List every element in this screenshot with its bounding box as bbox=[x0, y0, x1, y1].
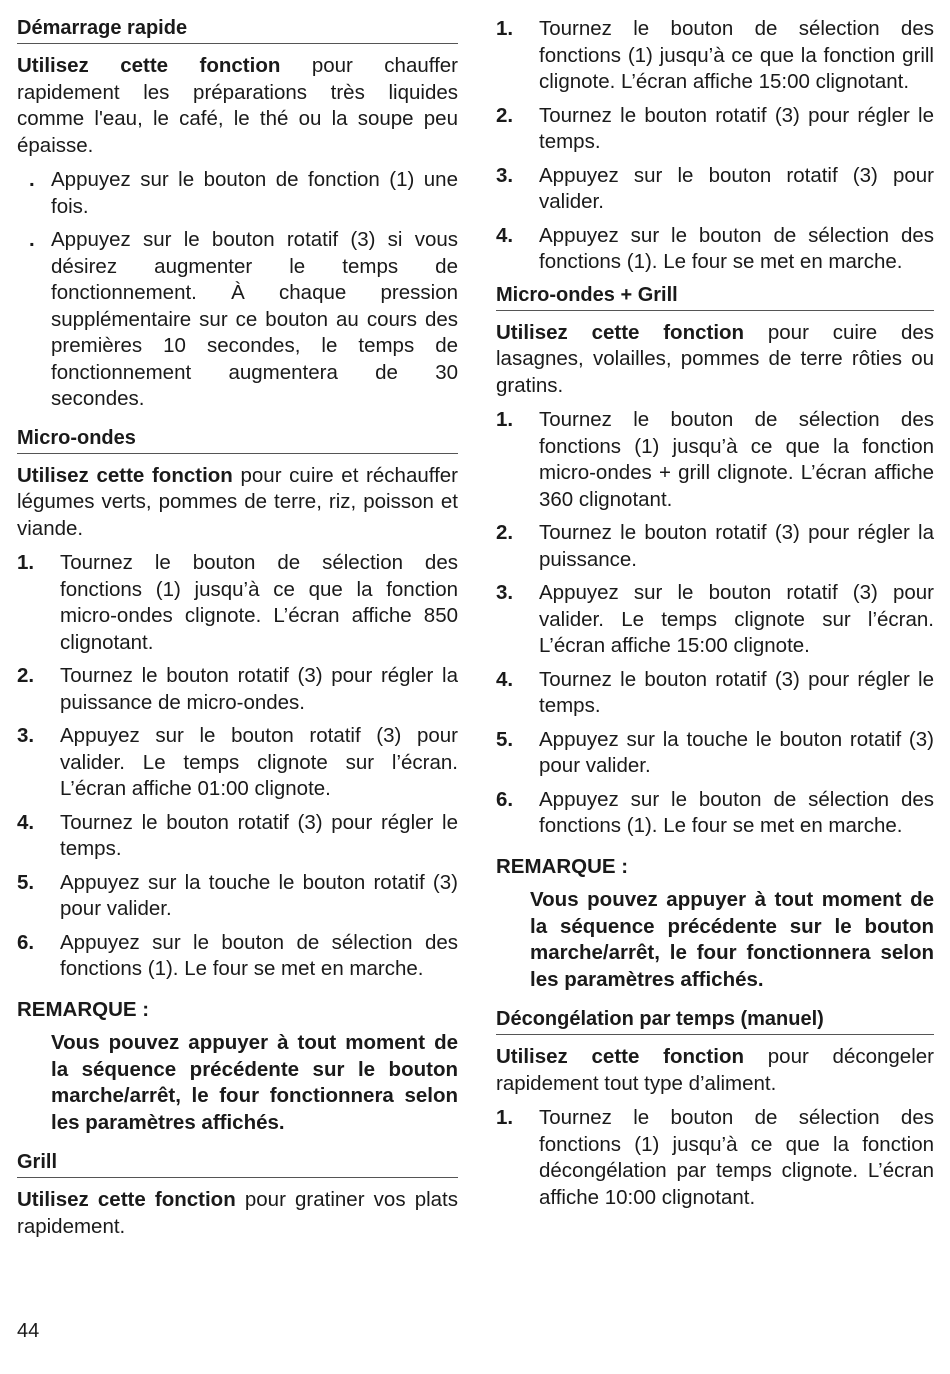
step-item bbox=[496, 667, 934, 720]
step-item bbox=[496, 520, 934, 573]
intro-bold: Utilisez cette fonction bbox=[496, 320, 745, 344]
step-number: 3. bbox=[17, 724, 35, 747]
step-list bbox=[496, 1105, 934, 1211]
step-item bbox=[17, 663, 458, 716]
step-text: Tournez le bouton de sélection des fonctions (1) jusqu’à ce que la fonction décongélation par temps clignote. L’écran affiche 10:00 clignotant. bbox=[539, 1106, 934, 1209]
step-text: Appuyez sur le bouton de sélection des fonctions (1). Le four se met en marche. bbox=[539, 787, 934, 837]
step-item bbox=[17, 870, 458, 923]
intro-text: pour décongeler rapidement tout type d’aliment. bbox=[496, 1045, 934, 1095]
list-item-text: Appuyez sur le bouton rotatif (3) si vous désirez augmenter le temps de fonctionnement. À chaque pression supplémentaire sur ce bouton au cours des premières 10 secondes, le temps de fonctionnement augmentera de 30 secondes. bbox=[51, 228, 458, 410]
intro-bold: Utilisez cette fonction bbox=[17, 1188, 236, 1211]
intro-bold: Utilisez cette fonction bbox=[496, 1045, 744, 1068]
step-item bbox=[496, 223, 934, 276]
step-text: Tournez le bouton rotatif (3) pour régler le temps. bbox=[60, 810, 458, 860]
section-intro bbox=[496, 320, 934, 400]
section-intro bbox=[496, 1044, 934, 1097]
step-text: Appuyez sur le bouton de sélection des fonctions (1). Le four se met en marche. bbox=[60, 930, 458, 980]
right-column bbox=[496, 16, 934, 1218]
step-text: Tournez le bouton rotatif (3) pour régler le temps. bbox=[539, 103, 934, 153]
remark-label: REMARQUE : bbox=[496, 854, 629, 878]
list-item bbox=[17, 167, 458, 220]
step-item bbox=[496, 16, 934, 96]
step-item bbox=[17, 810, 458, 863]
section-title: Grill bbox=[17, 1150, 458, 1178]
step-text: Appuyez sur la touche le bouton rotatif (3) pour valider. bbox=[539, 727, 934, 777]
remark-label: REMARQUE : bbox=[17, 997, 150, 1021]
step-text: Tournez le bouton rotatif (3) pour régler la puissance de micro-ondes. bbox=[60, 664, 458, 714]
section-title: Micro-ondes + Grill bbox=[496, 283, 934, 311]
step-list bbox=[496, 16, 934, 276]
intro-text: pour chauffer rapidement les préparations très liquides comme l'eau, le café, le thé ou la soupe peu épaisse. bbox=[17, 54, 459, 157]
list-item bbox=[17, 227, 458, 413]
step-text: Tournez le bouton de sélection des fonctions (1) jusqu’à ce que la fonction micro-ondes clignote. L’écran affiche 850 clignotant. bbox=[60, 551, 458, 654]
step-number: 6. bbox=[17, 930, 35, 954]
step-text: Tournez le bouton de sélection des fonctions (1) jusqu’à ce que la fonction micro-ondes + grill clignote. L’écran affiche 360 clignotant. bbox=[539, 408, 934, 511]
bullet-list bbox=[17, 167, 458, 413]
step-number: 6. bbox=[496, 787, 514, 811]
section-micro-ondes bbox=[17, 426, 458, 1137]
step-item bbox=[17, 550, 458, 656]
step-item bbox=[496, 787, 934, 840]
step-number: 4. bbox=[17, 810, 35, 834]
step-number: 4. bbox=[496, 223, 514, 247]
intro-bold: Utilisez cette fonction bbox=[17, 54, 281, 77]
intro-text: pour cuire des lasagnes, volailles, pommes de terre rôties ou gratins. bbox=[496, 320, 934, 397]
step-number: 1. bbox=[496, 408, 514, 431]
section-micro-ondes-grill bbox=[496, 283, 934, 994]
remark-text: Vous pouvez appuyer à tout moment de la séquence précédente sur le bouton marche/arrêt, le four fonctionnera selon les paramètres affichés. bbox=[530, 888, 934, 991]
step-text: Tournez le bouton rotatif (3) pour régler le temps. bbox=[539, 667, 934, 717]
step-number: 2. bbox=[17, 664, 35, 687]
step-list bbox=[496, 407, 934, 840]
step-item bbox=[496, 1105, 934, 1211]
section-title: Micro-ondes bbox=[17, 426, 458, 454]
step-item bbox=[496, 580, 934, 660]
step-text: Appuyez sur le bouton rotatif (3) pour valider. Le temps clignote sur l’écran. L’écran affiche 01:00 clignote. bbox=[60, 724, 458, 800]
step-text: Tournez le bouton de sélection des fonctions (1) jusqu’à ce que la fonction grill clignote. L’écran affiche 15:00 clignotant. bbox=[539, 17, 934, 93]
step-item bbox=[496, 163, 934, 216]
page-number: 44 bbox=[17, 1320, 40, 1342]
list-item-text: Appuyez sur le bouton de fonction (1) une fois. bbox=[51, 168, 458, 218]
left-column bbox=[17, 16, 458, 1248]
step-item bbox=[17, 930, 458, 983]
step-number: 4. bbox=[496, 667, 514, 691]
section-title: Démarrage rapide bbox=[17, 16, 458, 44]
step-number: 2. bbox=[496, 521, 514, 544]
intro-text: pour cuire et réchauffer légumes verts, pommes de terre, riz, poisson et viande. bbox=[17, 463, 458, 540]
step-number: 3. bbox=[496, 581, 514, 604]
step-item bbox=[496, 103, 934, 156]
step-number: 5. bbox=[17, 870, 35, 894]
step-list bbox=[17, 550, 458, 983]
section-title: Décongélation par temps (manuel) bbox=[496, 1007, 934, 1035]
step-text: Appuyez sur la touche le bouton rotatif (3) pour valider. bbox=[60, 870, 458, 920]
section-grill bbox=[17, 1150, 458, 1240]
step-number: 3. bbox=[496, 163, 514, 187]
section-decongelation bbox=[496, 1007, 934, 1211]
remark-text: Vous pouvez appuyer à tout moment de la séquence précédente sur le bouton marche/arrêt, le four fonctionnera selon les paramètres affichés. bbox=[51, 1031, 458, 1134]
step-item bbox=[496, 407, 934, 513]
step-text: Tournez le bouton rotatif (3) pour régler la puissance. bbox=[539, 521, 934, 571]
bullet-marker: . bbox=[29, 168, 35, 191]
step-item bbox=[17, 723, 458, 803]
section-intro bbox=[17, 1187, 458, 1240]
bullet-marker: . bbox=[29, 228, 35, 251]
section-intro bbox=[17, 53, 458, 159]
step-number: 1. bbox=[17, 551, 35, 574]
step-text: Appuyez sur le bouton rotatif (3) pour valider. bbox=[539, 163, 934, 213]
step-text: Appuyez sur le bouton de sélection des fonctions (1). Le four se met en marche. bbox=[539, 223, 934, 273]
step-item bbox=[496, 727, 934, 780]
step-number: 1. bbox=[496, 1106, 514, 1129]
step-number: 2. bbox=[496, 103, 514, 127]
section-intro bbox=[17, 463, 458, 543]
step-text: Appuyez sur le bouton rotatif (3) pour valider. Le temps clignote sur l’écran. L’écran affiche 15:00 clignote. bbox=[539, 581, 934, 657]
step-number: 1. bbox=[496, 17, 514, 40]
section-demarrage-rapide bbox=[17, 16, 458, 413]
step-number: 5. bbox=[496, 727, 514, 751]
intro-bold: Utilisez cette fonction bbox=[17, 463, 233, 487]
intro-text: pour gratiner vos plats rapidement. bbox=[17, 1188, 458, 1238]
